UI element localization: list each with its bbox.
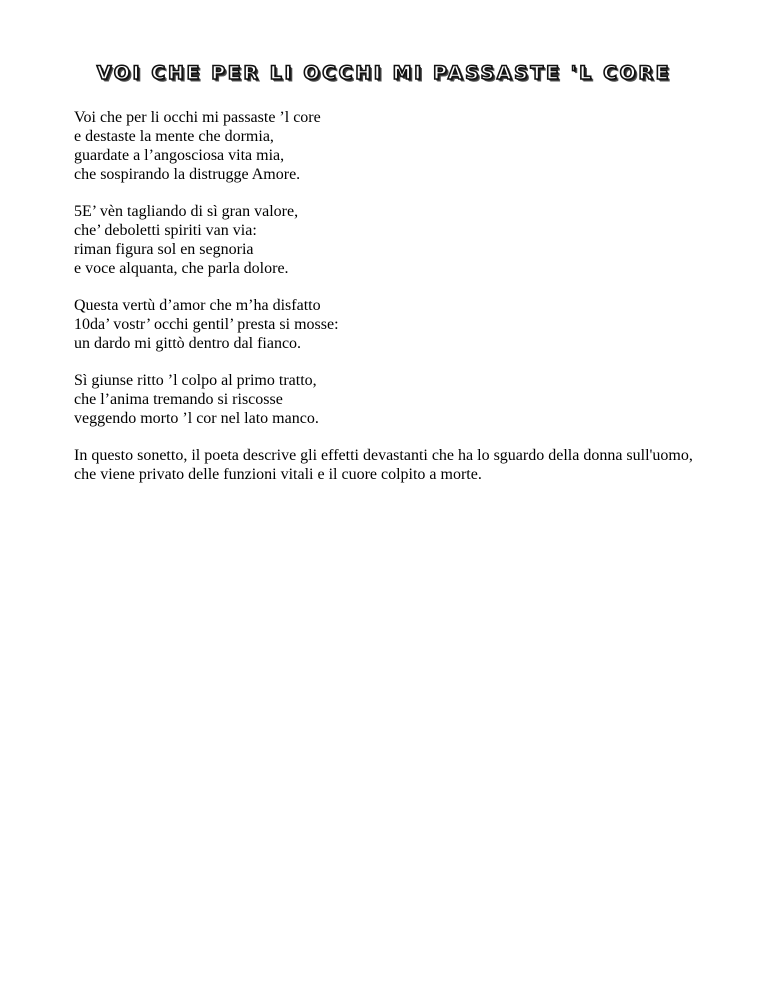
verse-line: 10da’ vostr’ occhi gentil’ presta si mosse: [74,316,339,333]
verse-line: Voi che per li occhi mi passaste ’l core [74,109,321,126]
poem-body [74,108,714,484]
verse-line: guardate a l’angosciosa vita mia, [74,147,285,164]
verse-line: Sì giunse ritto ’l colpo al primo tratto, [74,372,317,389]
commentary-paragraph: In questo sonetto, il poeta descrive gli effetti devastanti che ha lo sguardo della donna sull'uomo, che viene privato delle funzioni vitali e il cuore colpito a morte. [74,447,693,483]
verse-line: e destaste la mente che dormia, [74,128,274,145]
verse-line: e voce alquanta, che parla dolore. [74,260,289,277]
verse-line: riman figura sol en segnoria [74,241,254,258]
verse-line: che’ deboletti spiriti van via: [74,222,257,239]
verse-line: veggendo morto ’l cor nel lato manco. [74,410,319,427]
verse-line: 5E’ vèn tagliando di sì gran valore, [74,203,299,220]
verse-line: un dardo mi gittò dentro dal fianco. [74,335,302,352]
stanza-3 [74,296,714,353]
stanza-4 [74,371,714,428]
stanza-2 [74,202,714,278]
stanza-1 [74,108,714,184]
verse-line: che sospirando la distrugge Amore. [74,166,301,183]
poem-title: VOI CHE PER LI OCCHI MI PASSASTE 'L CORE [96,62,672,84]
verse-line: Questa vertù d’amor che m’ha disfatto [74,297,321,314]
verse-line: che l’anima tremando si riscosse [74,391,283,408]
